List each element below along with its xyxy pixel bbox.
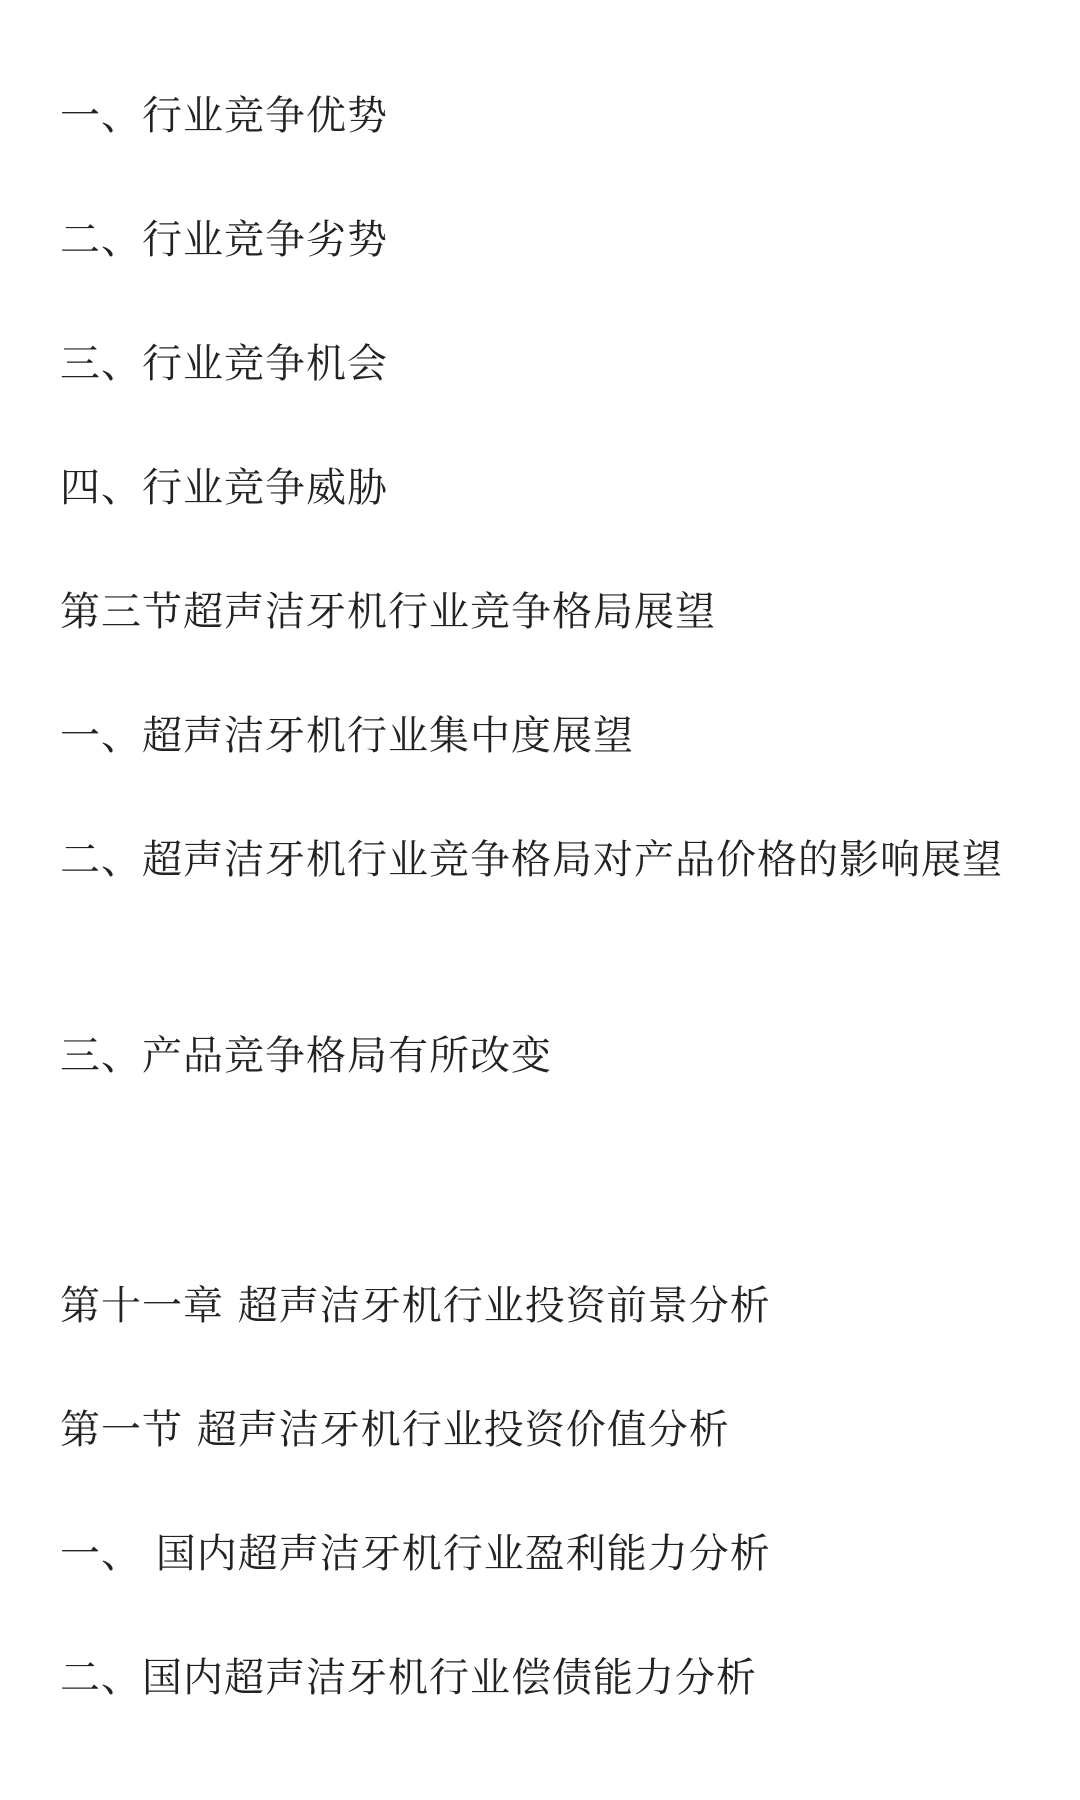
toc-item-solvency: 二、国内超声洁牙机行业偿债能力分析 (60, 1655, 757, 1701)
toc-item-concentration-outlook: 一、超声洁牙机行业集中度展望 (60, 713, 634, 759)
toc-item-competitive-threat: 四、行业竞争威胁 (60, 465, 388, 511)
toc-item-price-impact-outlook: 二、超声洁牙机行业竞争格局对产品价格的影响展望 (60, 837, 1003, 883)
toc-item-competitive-disadvantage: 二、行业竞争劣势 (60, 217, 388, 263)
toc-item-profitability: 一、 国内超声洁牙机行业盈利能力分析 (60, 1531, 771, 1577)
toc-item-competitive-advantage: 一、行业竞争优势 (60, 93, 388, 139)
toc-chapter-heading: 第十一章 超声洁牙机行业投资前景分析 (60, 1283, 771, 1329)
toc-item-competitive-opportunity: 三、行业竞争机会 (60, 341, 388, 387)
toc-section-heading-investment: 第一节 超声洁牙机行业投资价值分析 (60, 1407, 730, 1453)
toc-item-pattern-change: 三、产品竞争格局有所改变 (60, 1033, 552, 1079)
toc-section-heading: 第三节超声洁牙机行业竞争格局展望 (60, 589, 716, 635)
